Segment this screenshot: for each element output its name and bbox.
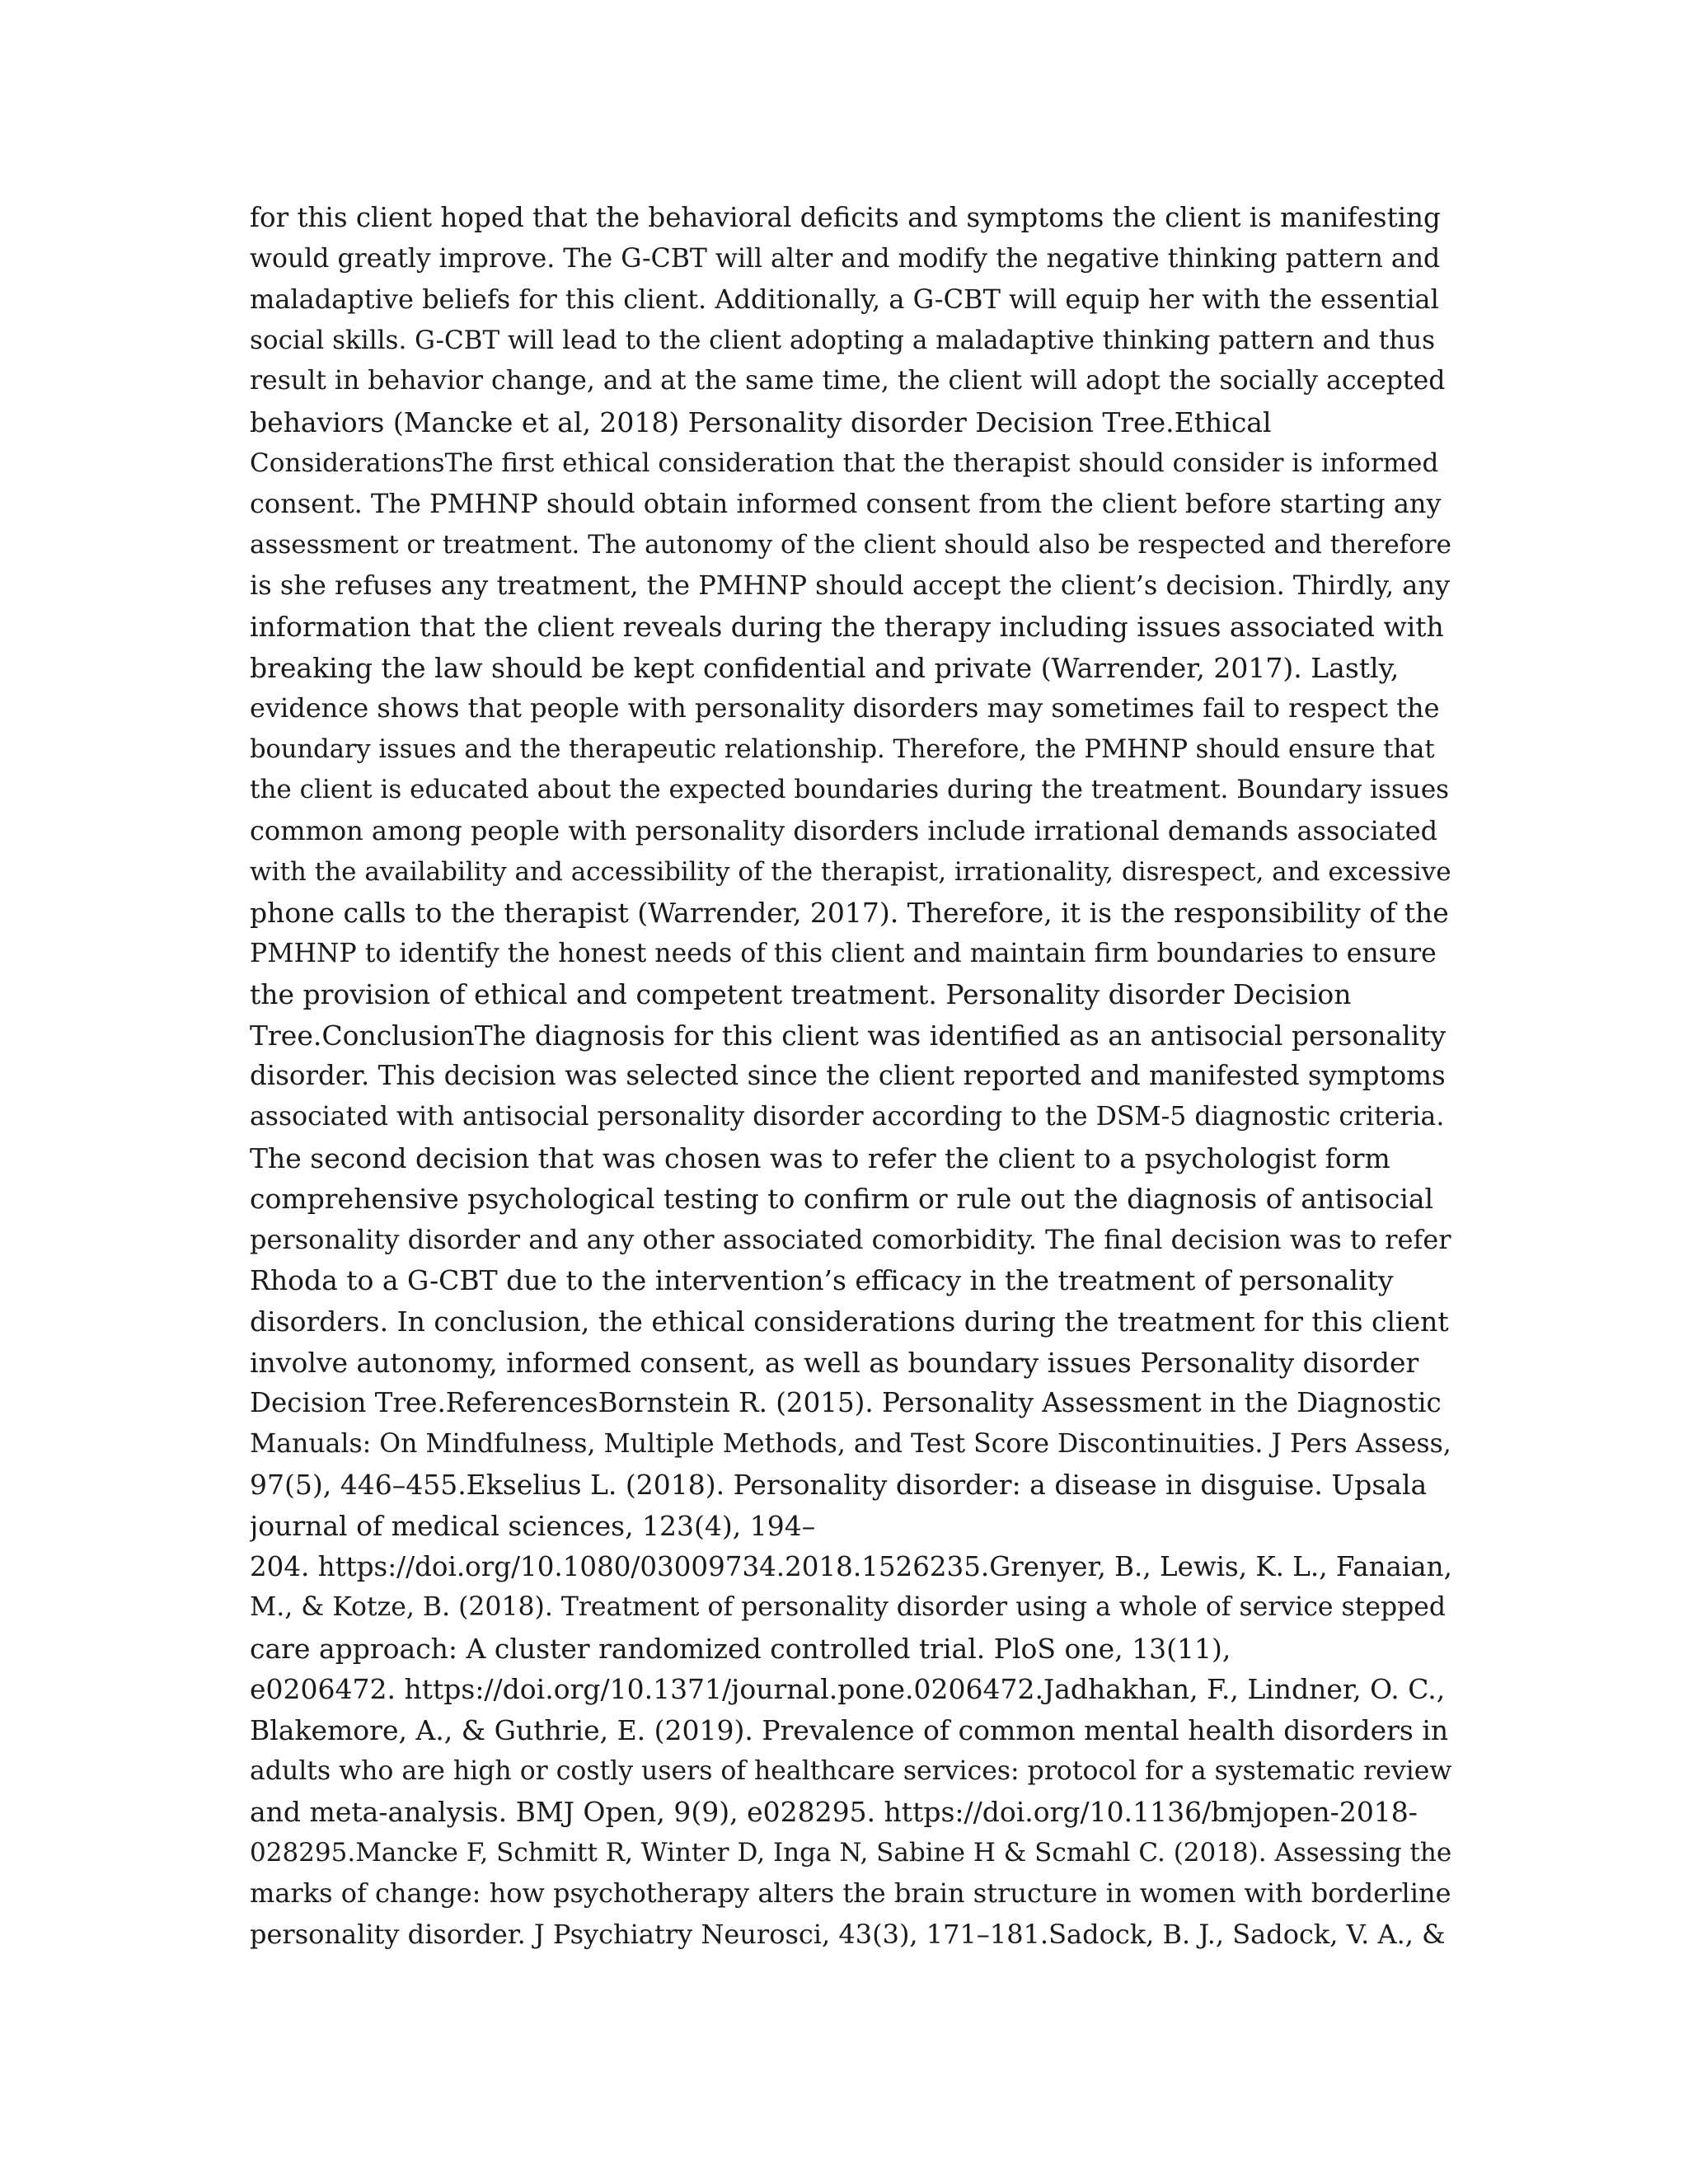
text-line: information that the client reveals during the therapy including issues associated with (250, 610, 1444, 643)
text-line: boundary issues and the therapeutic relationship. Therefore, the PMHNP should ensure that (250, 734, 1435, 764)
text-line: the provision of ethical and competent treatment. Personality disorder Decision (250, 978, 1352, 1011)
text-line: breaking the law should be kept confidential and private (Warrender, 2017). Lastly, (250, 651, 1400, 684)
text-line: associated with antisocial personality disorder according to the DSM-5 diagnostic criteria. (250, 1102, 1445, 1132)
text-line: Blakemore, A., & Guthrie, E. (2019). Prevalence of common mental health disorders in (250, 1713, 1449, 1746)
text-line: involve autonomy, informed consent, as well as boundary issues Personality disorder (250, 1346, 1419, 1379)
text-line: comprehensive psychological testing to confirm or rule out the diagnosis of antisocial (250, 1183, 1434, 1216)
text-line: 204. https://doi.org/10.1080/03009734.2018.1526235.Grenyer, B., Lewis, K. L., Fanaian, (250, 1550, 1452, 1582)
text-line: The second decision that was chosen was to refer the client to a psychologist form (250, 1141, 1390, 1174)
text-line: personality disorder and any other associated comorbidity. The final decision was to refer (250, 1223, 1451, 1255)
text-line: would greatly improve. The G-CBT will alter and modify the negative thinking pattern and (250, 243, 1441, 274)
text-line: Manuals: On Mindfulness, Multiple Methods, and Test Score Discontinuities. J Pers Assess, (250, 1428, 1451, 1459)
text-line: assessment or treatment. The autonomy of the client should also be respected and therefore (250, 529, 1451, 560)
text-line: e0206472. https://doi.org/10.1371/journal.pone.0206472.Jadhakhan, F., Lindner, O. C., (250, 1673, 1446, 1706)
text-line: disorder. This decision was selected since the client reported and manifested symptoms (250, 1060, 1446, 1092)
text-line: Decision Tree.ReferencesBornstein R. (2015). Personality Assessment in the Diagnostic (250, 1387, 1442, 1419)
text-line: PMHNP to identify the honest needs of this client and maintain firm boundaries to ensure (250, 938, 1437, 968)
text-line: result in behavior change, and at the same time, the client will adopt the socially accepted (250, 366, 1446, 396)
text-line: 97(5), 446–455.Ekselius L. (2018). Personality disorder: a disease in disguise. Upsala (250, 1469, 1428, 1502)
text-line: journal of medical sciences, 123(4), 194– (250, 1510, 816, 1542)
text-line: for this client hoped that the behavioral deficits and symptoms the client is manifesting (250, 202, 1441, 233)
text-line: 028295.Mancke F, Schmitt R, Winter D, Inga N, Sabine H & Scmahl C. (2018). Assessing the (250, 1837, 1452, 1868)
text-line: social skills. G-CBT will lead to the client adopting a maladaptive thinking pattern and thus (250, 325, 1436, 355)
text-line: the client is educated about the expected boundaries during the treatment. Boundary issues (250, 775, 1450, 805)
text-line: disorders. In conclusion, the ethical considerations during the treatment for this client (250, 1305, 1449, 1338)
text-line: with the availability and accessibility of the therapist, irrationality, disrespect, and excessive (250, 856, 1451, 887)
text-line: personality disorder. J Psychiatry Neurosci, 43(3), 171–181.Sadock, B. J., Sadock, V. A., & (250, 1918, 1446, 1950)
text-line: Rhoda to a G-CBT due to the intervention’s efficacy in the treatment of personality (250, 1264, 1394, 1297)
text-line: evidence shows that people with personality disorders may sometimes fail to respect the (250, 692, 1440, 724)
text-line: marks of change: how psychotherapy alters the brain structure in women with borderline (250, 1877, 1451, 1910)
text-line: common among people with personality disorders include irrational demands associated (250, 814, 1438, 846)
text-line: behaviors (Mancke et al, 2018) Personality disorder Decision Tree.Ethical (250, 405, 1272, 438)
text-line: care approach: A cluster randomized controlled trial. PloS one, 13(11), (250, 1632, 1231, 1665)
text-line: is she refuses any treatment, the PMHNP should accept the client’s decision. Thirdly, any (250, 569, 1451, 602)
text-line: and meta-analysis. BMJ Open, 9(9), e028295. https://doi.org/10.1136/bmjopen-2018- (250, 1796, 1418, 1829)
text-line: phone calls to the therapist (Warrender, 2017). Therefore, it is the responsibility of the (250, 897, 1449, 930)
text-line: ConsiderationsThe first ethical consideration that the therapist should consider is informed (250, 448, 1439, 478)
text-line: consent. The PMHNP should obtain informed consent from the client before starting any (250, 488, 1442, 520)
text-line: adults who are high or costly users of healthcare services: protocol for a systematic review (250, 1755, 1452, 1786)
body-text (250, 198, 1453, 1956)
text-line: Tree.ConclusionThe diagnosis for this client was identified as an antisocial personality (250, 1019, 1447, 1052)
text-line: maladaptive beliefs for this client. Additionally, a G-CBT will equip her with the essential (250, 284, 1439, 316)
text-line: M., & Kotze, B. (2018). Treatment of personality disorder using a whole of service stepped (250, 1592, 1447, 1623)
